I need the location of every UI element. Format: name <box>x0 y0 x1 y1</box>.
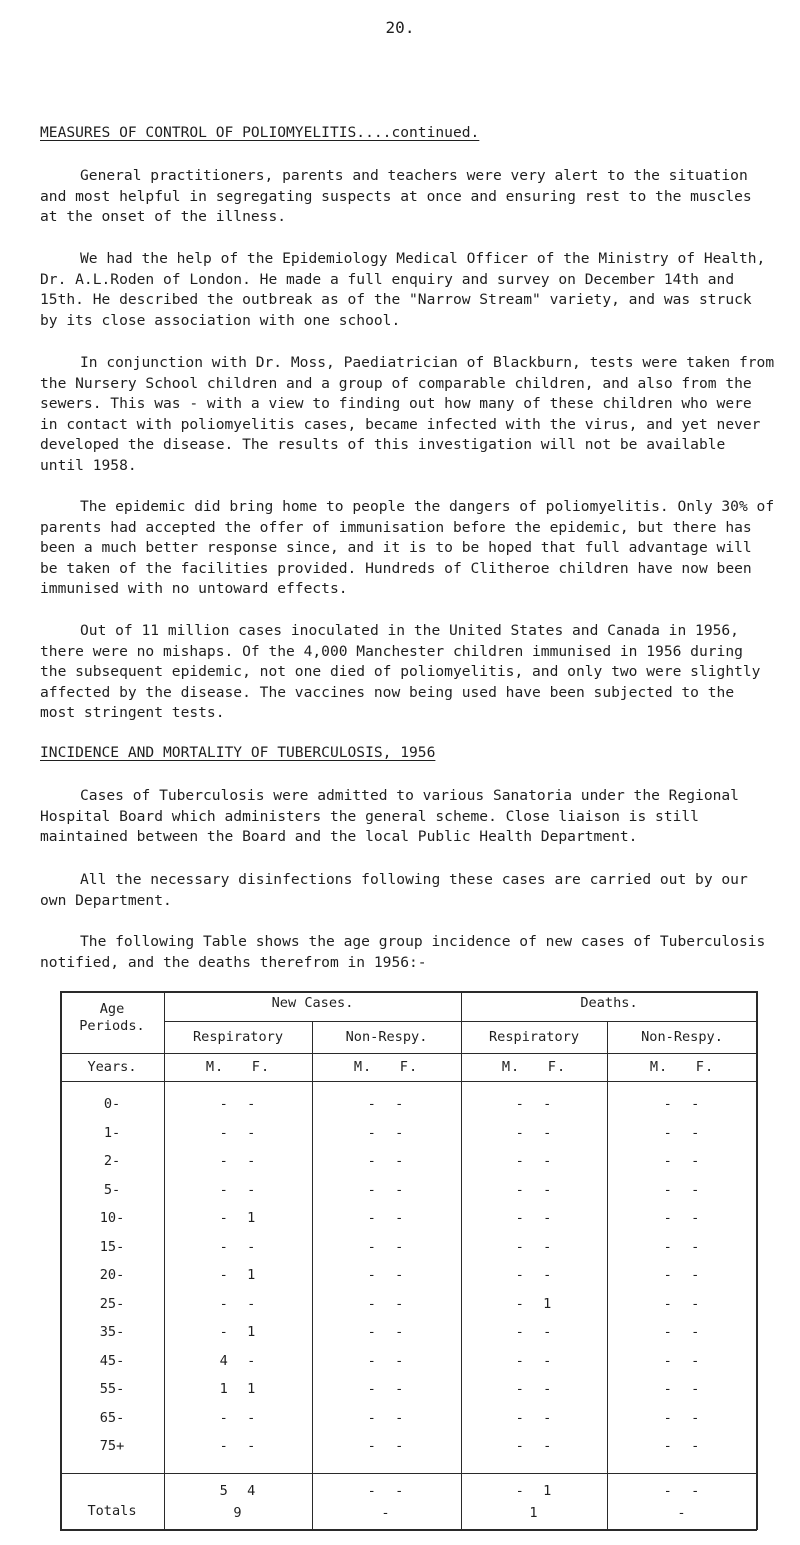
table-value-cell: - - <box>515 1352 553 1369</box>
table-value-cell: - - <box>663 1181 701 1198</box>
years-label: Years. <box>87 1059 137 1075</box>
table-value-cell: - - <box>219 1295 257 1312</box>
table-value-cell: - - <box>367 1352 405 1369</box>
age-period-cell: 45- <box>99 1352 125 1369</box>
table-value-cell: - - <box>219 1238 257 1255</box>
sub-header-respiratory: Respiratory <box>192 1029 284 1045</box>
table-value-cell: - - <box>663 1352 701 1369</box>
age-period-cell: 55- <box>99 1381 125 1397</box>
table-value-cell: - - <box>515 1238 553 1255</box>
paragraph-text: We had the help of the Epidemiology Medical Officer of the Ministry of Health, Dr. A.L.Roden of London. He made a full enquiry and survey on December 14th and 15th. He described the outbreak as of the "Narrow Stream" variety, and was struck by its close association with one school. <box>40 250 766 329</box>
age-period-cell: 75+ <box>99 1438 125 1454</box>
table-value-cell: - - <box>219 1153 257 1169</box>
totals-mf: - - <box>663 1483 701 1499</box>
section-heading-poliomyelitis: MEASURES OF CONTROL OF POLIOMYELITIS....continued. <box>40 124 480 141</box>
sub-header-non-respy: Non-Respy. <box>345 1029 428 1045</box>
deaths-header: Deaths. <box>580 995 638 1011</box>
table-value-cell: - - <box>367 1438 405 1454</box>
age-header: Age <box>99 1001 125 1017</box>
mf-label: M. F. <box>501 1059 567 1075</box>
table-col-divider-group <box>461 991 462 1530</box>
paragraph-text: The epidemic did bring home to people the dangers of poliomyelitis. Only 30% of parents had accepted the offer of immunisation before the epidemic, but there has been a much better response since, and it is to be hoped that full advantage will be taken of the facilities provided. Hundreds of Clitheroe children have now been immunised with no untoward effects. <box>40 498 775 597</box>
totals-sum: 1 <box>529 1505 539 1521</box>
table-value-cell: - - <box>219 1096 257 1112</box>
table-value-cell: - - <box>663 1324 701 1340</box>
totals-sum: 9 <box>233 1505 243 1521</box>
table-row-divider-header <box>164 1021 757 1022</box>
table-value-cell: - - <box>219 1409 257 1426</box>
paragraph <box>40 932 776 973</box>
paragraph <box>40 353 776 476</box>
table-value-cell: - - <box>663 1409 701 1426</box>
table-value-cell: - - <box>663 1267 701 1283</box>
new-cases-header: New Cases. <box>271 995 354 1011</box>
table-value-cell: - - <box>367 1295 405 1312</box>
table-value-cell: - - <box>515 1181 553 1198</box>
table-value-cell: - 1 <box>219 1267 257 1283</box>
table-value-cell: - - <box>663 1096 701 1112</box>
table-value-cell: - - <box>515 1210 553 1226</box>
table-row-divider-years <box>60 1081 757 1082</box>
table-value-cell: - - <box>367 1124 405 1141</box>
table-value-cell: - - <box>663 1295 701 1312</box>
table-value-cell: - - <box>367 1096 405 1112</box>
table-value-cell: - - <box>367 1324 405 1340</box>
age-period-cell: 2- <box>103 1153 121 1169</box>
page-number: 20. <box>385 18 415 37</box>
table-value-cell: - - <box>663 1124 701 1141</box>
table-value-cell: - - <box>515 1096 553 1112</box>
table-row-divider-totals <box>60 1473 757 1474</box>
totals-mf: - - <box>367 1483 405 1499</box>
table-col-divider-new <box>312 1021 313 1530</box>
table-value-cell: 1 1 <box>219 1381 257 1397</box>
table-value-cell: - 1 <box>515 1295 553 1312</box>
totals-mf: 5 4 <box>219 1483 257 1499</box>
table-value-cell: - - <box>367 1238 405 1255</box>
totals-mf: - 1 <box>515 1483 553 1499</box>
table-row-divider-sub <box>60 1053 757 1054</box>
table-border-right <box>756 991 758 1530</box>
paragraph <box>40 621 776 724</box>
table-value-cell: - - <box>367 1181 405 1198</box>
totals-sum: - <box>677 1505 687 1521</box>
totals-sum: - <box>381 1505 391 1521</box>
paragraph-text: All the necessary disinfections following these cases are carried out by our own Department. <box>40 871 748 909</box>
table-value-cell: - - <box>367 1409 405 1426</box>
paragraph <box>40 786 776 848</box>
age-period-cell: 10- <box>99 1210 125 1226</box>
age-period-cell: 35- <box>99 1324 125 1340</box>
age-period-cell: 1- <box>103 1124 121 1141</box>
paragraph-text: In conjunction with Dr. Moss, Paediatrician of Blackburn, tests were taken from the Nursery School children and a group of comparable children, and also from the sewers. This was - with a view to finding out how many of these children who were in contact with poliomyelitis cases, became infected with the virus, and yet never developed the disease. The results of this investigation will not be available until 1958. <box>40 354 775 474</box>
tuberculosis-table <box>60 991 757 1530</box>
mf-label: M. F. <box>353 1059 419 1075</box>
totals-label: Totals <box>87 1503 137 1519</box>
age-period-cell: 65- <box>99 1409 125 1426</box>
table-value-cell: - - <box>663 1238 701 1255</box>
table-value-cell: - - <box>515 1124 553 1141</box>
table-value-cell: - - <box>663 1210 701 1226</box>
age-header-periods: Periods. <box>79 1018 145 1034</box>
paragraph-text: The following Table shows the age group incidence of new cases of Tuberculosis notified, and the deaths therefrom in 1956:- <box>40 933 766 971</box>
table-value-cell: - 1 <box>219 1324 257 1340</box>
mf-label: M. F. <box>649 1059 715 1075</box>
paragraph-text: Cases of Tuberculosis were admitted to various Sanatoria under the Regional Hospital Board which administers the general scheme. Close liaison is still maintained between the Board and the local Public Health Department. <box>40 787 739 845</box>
table-value-cell: - - <box>219 1124 257 1141</box>
table-value-cell: - - <box>663 1381 701 1397</box>
sub-header-respiratory: Respiratory <box>488 1029 580 1045</box>
age-period-cell: 15- <box>99 1238 125 1255</box>
table-value-cell: - - <box>219 1438 257 1454</box>
paragraph <box>40 870 776 911</box>
table-value-cell: - - <box>515 1267 553 1283</box>
age-period-cell: 0- <box>103 1096 121 1112</box>
paragraph-text: General practitioners, parents and teachers were very alert to the situation and most helpful in segregating suspects at once and ensuring rest to the muscles at the onset of the illness. <box>40 167 752 225</box>
table-value-cell: 4 - <box>219 1352 257 1369</box>
paragraph-text: Out of 11 million cases inoculated in the United States and Canada in 1956, there were no mishaps. Of the 4,000 Manchester children immunised in 1956 during the subsequent epidemic, not one died of poliomyelitis, and only two were slightly affected by the disease. The vaccines now being used have been subjected to the most stringent tests. <box>40 622 761 721</box>
age-period-cell: 5- <box>103 1181 121 1198</box>
table-col-divider-deaths <box>607 1021 608 1530</box>
age-period-cell: 25- <box>99 1295 125 1312</box>
table-value-cell: - - <box>219 1181 257 1198</box>
paragraph <box>40 497 776 600</box>
table-value-cell: - - <box>367 1210 405 1226</box>
table-value-cell: - - <box>515 1438 553 1454</box>
table-value-cell: - - <box>367 1381 405 1397</box>
table-value-cell: - - <box>663 1438 701 1454</box>
table-value-cell: - - <box>367 1153 405 1169</box>
table-col-divider-age <box>164 991 165 1530</box>
table-value-cell: - - <box>515 1409 553 1426</box>
table-value-cell: - - <box>515 1324 553 1340</box>
mf-label: M. F. <box>205 1059 271 1075</box>
paragraph <box>40 166 776 228</box>
sub-header-non-respy: Non-Respy. <box>641 1029 723 1045</box>
section-heading-tuberculosis: INCIDENCE AND MORTALITY OF TUBERCULOSIS, 1956 <box>40 744 436 761</box>
age-period-cell: 20- <box>99 1267 125 1283</box>
table-value-cell: - - <box>515 1381 553 1397</box>
table-value-cell: - - <box>663 1153 701 1169</box>
table-value-cell: - - <box>515 1153 553 1169</box>
table-value-cell: - 1 <box>219 1210 257 1226</box>
table-value-cell: - - <box>367 1267 405 1283</box>
paragraph <box>40 249 776 331</box>
